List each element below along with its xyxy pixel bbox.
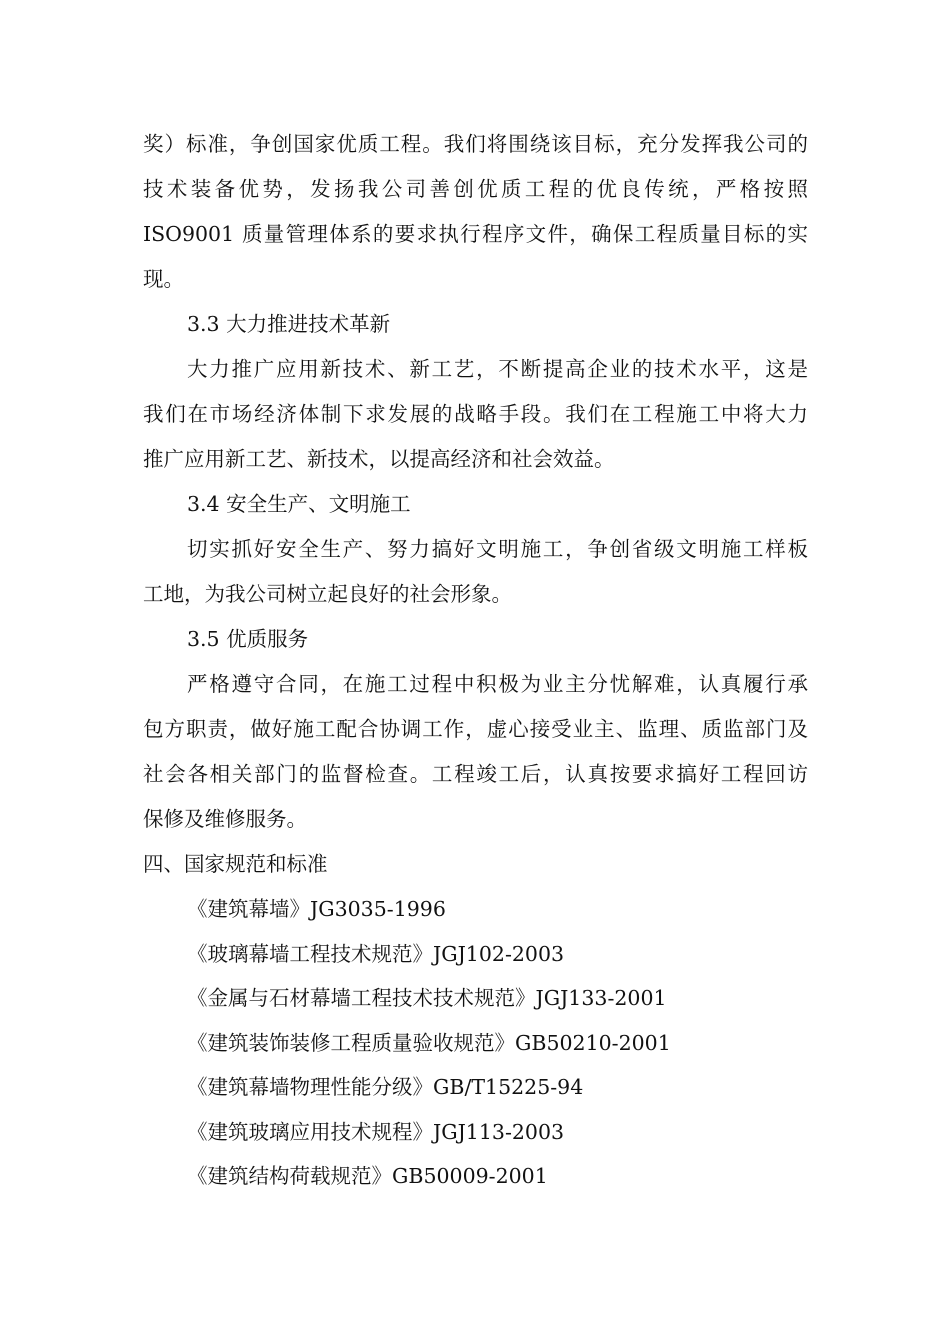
standard-item: 《金属与石材幕墙工程技术技术规范》JGJ133-2001 xyxy=(187,986,667,1010)
standard-item: 《建筑结构荷载规范》GB50009-2001 xyxy=(187,1164,548,1188)
section-3-3-paragraph xyxy=(143,347,808,482)
paragraph-line: 奖）标准，争创国家优质工程。我们将围绕该目标，充分发挥我公司的 xyxy=(143,132,808,156)
intro-paragraph xyxy=(143,122,808,302)
standard-item: 《建筑幕墙》JG3035-1996 xyxy=(187,897,446,921)
paragraph-line: 社会各相关部门的监督检查。工程竣工后，认真按要求搞好工程回访 xyxy=(143,762,808,786)
document-body xyxy=(143,122,808,1199)
paragraph-line: 技术装备优势，发扬我公司善创优质工程的优良传统，严格按照 xyxy=(143,177,808,201)
standard-item: 《建筑幕墙物理性能分级》GB/T15225-94 xyxy=(187,1075,584,1099)
paragraph-line: 切实抓好安全生产、努力搞好文明施工，争创省级文明施工样板 xyxy=(187,537,808,561)
section-3-4-paragraph xyxy=(143,527,808,617)
paragraph-line: ISO9001 质量管理体系的要求执行程序文件，确保工程质量目标的实 xyxy=(143,222,808,246)
paragraph-line: 工地，为我公司树立起良好的社会形象。 xyxy=(143,582,512,606)
paragraph-line: 大力推广应用新技术、新工艺，不断提高企业的技术水平，这是 xyxy=(187,357,808,381)
standard-item: 《玻璃幕墙工程技术规范》JGJ102-2003 xyxy=(187,941,565,966)
section-3-5-paragraph xyxy=(143,662,808,842)
standard-item: 《建筑装饰装修工程质量验收规范》GB50210-2001 xyxy=(187,1030,671,1055)
standards-list xyxy=(143,887,808,1199)
paragraph-line: 严格遵守合同，在施工过程中积极为业主分忧解难，认真履行承 xyxy=(187,672,808,696)
paragraph-line: 保修及维修服务。 xyxy=(143,807,307,831)
paragraph-line: 包方职责，做好施工配合协调工作，虚心接受业主、监理、质监部门及 xyxy=(143,717,808,741)
section-heading-3-5: 3.5 优质服务 xyxy=(187,627,309,651)
section-heading-3-3: 3.3 大力推进技术革新 xyxy=(187,312,391,336)
standard-item: 《建筑玻璃应用技术规程》JGJ113-2003 xyxy=(187,1119,565,1144)
paragraph-line: 现。 xyxy=(143,267,184,291)
paragraph-line: 我们在市场经济体制下求发展的战略手段。我们在工程施工中将大力 xyxy=(143,402,808,426)
section-heading-4: 四、国家规范和标准 xyxy=(143,852,328,876)
section-heading-3-4: 3.4 安全生产、文明施工 xyxy=(187,492,411,516)
paragraph-line: 推广应用新工艺、新技术，以提高经济和社会效益。 xyxy=(143,447,615,471)
